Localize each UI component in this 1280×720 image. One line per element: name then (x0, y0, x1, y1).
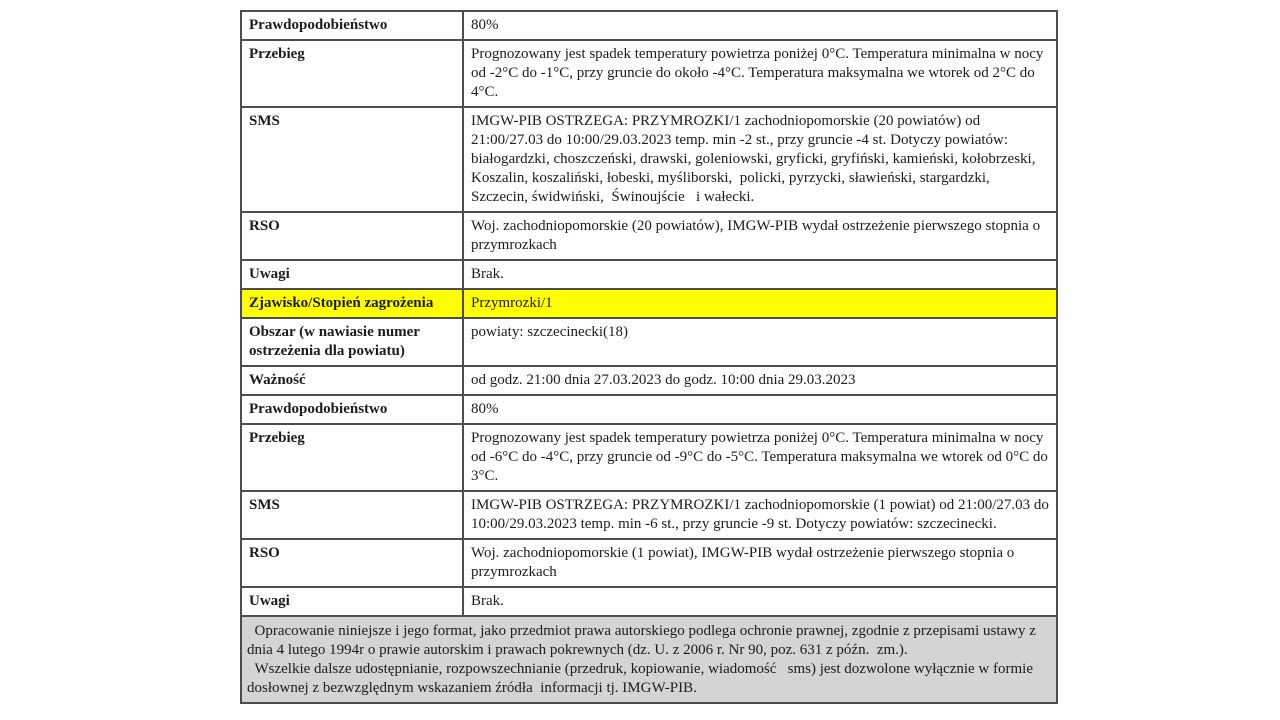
row-label: Prawdopodobieństwo (241, 395, 463, 424)
copyright-notice (240, 617, 1058, 704)
row-label: Przebieg (241, 424, 463, 491)
table-row-uwagi-1 (241, 260, 1057, 289)
table-row-przebieg-1 (241, 40, 1057, 107)
row-value: Woj. zachodniopomorskie (20 powiatów), IMGW-PIB wydał ostrzeżenie pierwszego stopnia o przymrozkach (463, 212, 1057, 260)
row-label: SMS (241, 491, 463, 539)
row-label: Zjawisko/Stopień zagrożenia (241, 289, 463, 318)
row-value: Brak. (463, 587, 1057, 616)
copyright-paragraph-1: Opracowanie niniejsze i jego format, jako przedmiot prawa autorskiego podlega ochronie prawnej, zgodnie z przepisami ustawy z dnia 4 lutego 1994r o prawie autorskim i prawach pokrewnych (dz. U. z 2006 r. Nr 90, poz. 631 z późn. zm.). (247, 623, 1040, 658)
row-label: Obszar (w nawiasie numer ostrzeżenia dla powiatu) (241, 318, 463, 366)
row-value: IMGW-PIB OSTRZEGA: PRZYMROZKI/1 zachodniopomorskie (20 powiatów) od 21:00/27.03 do 10:00/29.03.2023 temp. min -2 st., przy gruncie -4 st. Dotyczy powiatów: białogardzki, choszczeński, drawski, goleniowski, gryficki, gryfiński, kamieński, kołobrzeski, Koszalin, koszaliński, łobeski, myśliborski, policki, pyrzycki, sławieński, stargardzki, Szczecin, świdwiński, Świnoujście i wałecki. (463, 107, 1057, 212)
document-page (240, 10, 1058, 704)
table-row-sms-2 (241, 491, 1057, 539)
row-value: Woj. zachodniopomorskie (1 powiat), IMGW-PIB wydał ostrzeżenie pierwszego stopnia o przymrozkach (463, 539, 1057, 587)
row-label: RSO (241, 539, 463, 587)
row-label: Uwagi (241, 260, 463, 289)
row-label: RSO (241, 212, 463, 260)
row-label: Prawdopodobieństwo (241, 11, 463, 40)
warning-table (240, 10, 1058, 617)
row-value: 80% (463, 11, 1057, 40)
table-row-waznosc (241, 366, 1057, 395)
table-row-rso-1 (241, 212, 1057, 260)
table-row-prawdopodobienstwo-2 (241, 395, 1057, 424)
row-value: powiaty: szczecinecki(18) (463, 318, 1057, 366)
table-row-uwagi-2 (241, 587, 1057, 616)
row-value: od godz. 21:00 dnia 27.03.2023 do godz. 10:00 dnia 29.03.2023 (463, 366, 1057, 395)
row-label: SMS (241, 107, 463, 212)
row-value: IMGW-PIB OSTRZEGA: PRZYMROZKI/1 zachodniopomorskie (1 powiat) od 21:00/27.03 do 10:00/29.03.2023 temp. min -6 st., przy gruncie -9 st. Dotyczy powiatów: szczecinecki. (463, 491, 1057, 539)
row-label: Przebieg (241, 40, 463, 107)
copyright-paragraph-2: Wszelkie dalsze udostępnianie, rozpowszechnianie (przedruk, kopiowanie, wiadomość sms) jest dozwolone wyłącznie w formie dosłownej z bezwzględnym wskazaniem źródła informacji tj. IMGW-PIB. (247, 661, 1037, 696)
table-row-obszar (241, 318, 1057, 366)
table-row-rso-2 (241, 539, 1057, 587)
table-row-sms-1 (241, 107, 1057, 212)
row-value: Prognozowany jest spadek temperatury powietrza poniżej 0°C. Temperatura minimalna w nocy od -6°C do -4°C, przy gruncie od -9°C do -5°C. Temperatura maksymalna we wtorek od 0°C do 3°C. (463, 424, 1057, 491)
row-value: Prognozowany jest spadek temperatury powietrza poniżej 0°C. Temperatura minimalna w nocy od -2°C do -1°C, przy gruncie do około -4°C. Temperatura maksymalna we wtorek od 2°C do 4°C. (463, 40, 1057, 107)
row-value: Przymrozki/1 (463, 289, 1057, 318)
table-row-zjawisko-highlighted (241, 289, 1057, 318)
row-value: 80% (463, 395, 1057, 424)
row-label: Ważność (241, 366, 463, 395)
table-row-prawdopodobienstwo-1 (241, 11, 1057, 40)
table-row-przebieg-2 (241, 424, 1057, 491)
row-value: Brak. (463, 260, 1057, 289)
row-label: Uwagi (241, 587, 463, 616)
